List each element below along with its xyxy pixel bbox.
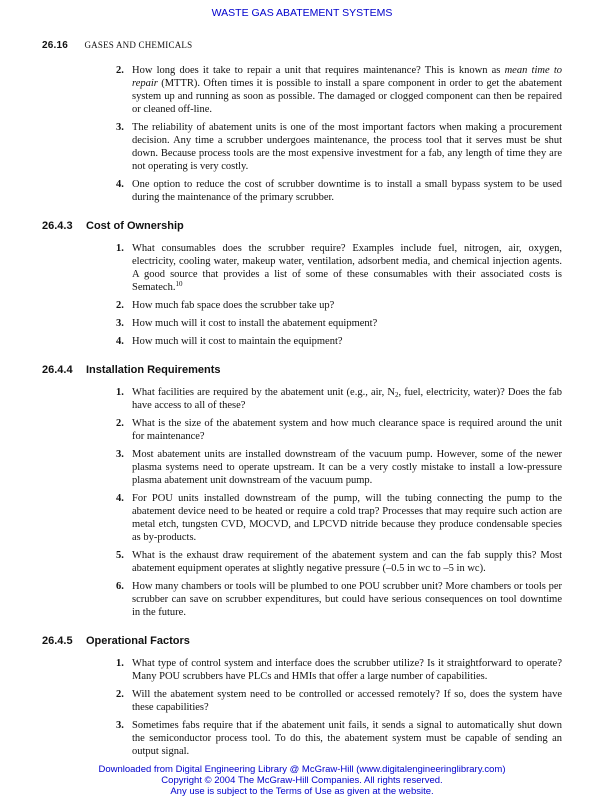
footnote-ref: 10 xyxy=(175,280,183,288)
item-number: 3. xyxy=(116,122,124,133)
intro-list xyxy=(0,64,604,204)
list-item: 5. What is the exhaust draw requirement of the abatement system and can the fab supply this? Most abatement equipment operates at slightly negative pressure (–0.5 in wc to –5 in wc). xyxy=(116,550,562,574)
copyright-footer xyxy=(0,764,604,797)
section-heading-operational-factors: 26.4.5 Operational Factors xyxy=(42,635,190,647)
operational-list xyxy=(0,657,604,758)
list-item: 6. How many chambers or tools will be plumbed to one POU scrubber unit? More chambers or tools per scrubber can save on scrubber expenditures, but could have serious consequences on tool downtime in the future. xyxy=(116,581,562,618)
terms-of-use-line: Any use is subject to the Terms of Use as given at the website. xyxy=(170,786,434,797)
list-item: 2. How long does it take to repair a unit that requires maintenance? This is known as mean time to repair (MTTR). Often times it is possible to install a spare component in order to get the abatement system up and running as soon as possible. The damaged or clogged component can then be repaired or cleaned off-line. xyxy=(116,65,562,115)
list-item: 4. How much will it cost to maintain the equipment? xyxy=(116,336,343,347)
list-item: 2. Will the abatement system need to be controlled or accessed remotely? If so, does the system have these capabilities? xyxy=(116,689,562,713)
list-item: 3. How much will it cost to install the abatement equipment? xyxy=(116,318,378,329)
download-notice-link[interactable]: Downloaded from Digital Engineering Library @ McGraw-Hill (www.digitalengineeringlibrary.com) xyxy=(98,764,506,775)
list-item: 2. How much fab space does the scrubber take up? xyxy=(116,300,335,311)
section-heading-cost-of-ownership: 26.4.3 Cost of Ownership xyxy=(42,220,184,232)
list-item: 3. The reliability of abatement units is one of the most important factors when making a procurement decision. Any time a scrubber undergoes maintenance, the process tool that it serves must be shut down. Because process tools are the most expensive investment for a fab, any length of time they are not operating is very costly. xyxy=(116,122,562,172)
list-item: 3. Sometimes fabs require that if the abatement unit fails, it sends a signal to automatically shut down the semiconductor process tool. To do this, the abatement system must be capable of sending an output signal. xyxy=(116,720,562,757)
copyright-line: Copyright © 2004 The McGraw-Hill Companies. All rights reserved. xyxy=(161,775,443,786)
section-heading-installation-requirements: 26.4.4 Installation Requirements xyxy=(42,364,221,376)
item-number: 2. xyxy=(116,65,124,76)
page-number: 26.16 xyxy=(42,40,69,51)
list-item: 1. What consumables does the scrubber require? Examples include fuel, nitrogen, air, oxygen, electricity, cooling water, makeup water, ventilation, adsorbent media, and chemical injection agents. A good source that provides a list of some of these consumables with their associated costs is Sematech.$^{10}$ xyxy=(116,243,562,293)
list-item: 3. Most abatement units are installed downstream of the vacuum pump. However, some of the newer plasma systems need to operate upstream. It can be a very costly mistake to install a low-pressure plasma abatement unit downstream of the vacuum pump. xyxy=(116,449,562,486)
chapter-title: GASES AND CHEMICALS xyxy=(84,40,193,50)
list-item: 2. What is the size of the abatement system and how much clearance space is required around the unit for maintenance? xyxy=(116,418,562,442)
list-item: 4. For POU units installed downstream of the pump, will the tubing connecting the pump to the abatement device need to be heated or require a cold trap? Processes that may require such action are metal etch, tungsten CVD, MOCVD, and LPCVD nitride because they produce condensable species as by-products. xyxy=(116,493,562,543)
page-body xyxy=(0,64,604,763)
cost-list xyxy=(0,242,604,348)
running-head xyxy=(42,40,192,51)
chapter-banner: WASTE GAS ABATEMENT SYSTEMS xyxy=(211,7,393,19)
item-number: 4. xyxy=(116,179,124,190)
list-item: 1. What facilities are required by the abatement unit (e.g., air, $N_2$, fuel, electricity, water)? Does the fab have access to all of these? xyxy=(116,387,562,411)
list-item: 4. One option to reduce the cost of scrubber downtime is to install a small bypass system to be used during the maintenance of the primary scrubber. xyxy=(116,179,562,203)
list-item: 1. What type of control system and interface does the scrubber utilize? Is it straightforward to operate? Many POU scrubbers have PLCs and HMIs that offer a large number of capabilities. xyxy=(116,658,562,682)
installation-list xyxy=(0,386,604,619)
